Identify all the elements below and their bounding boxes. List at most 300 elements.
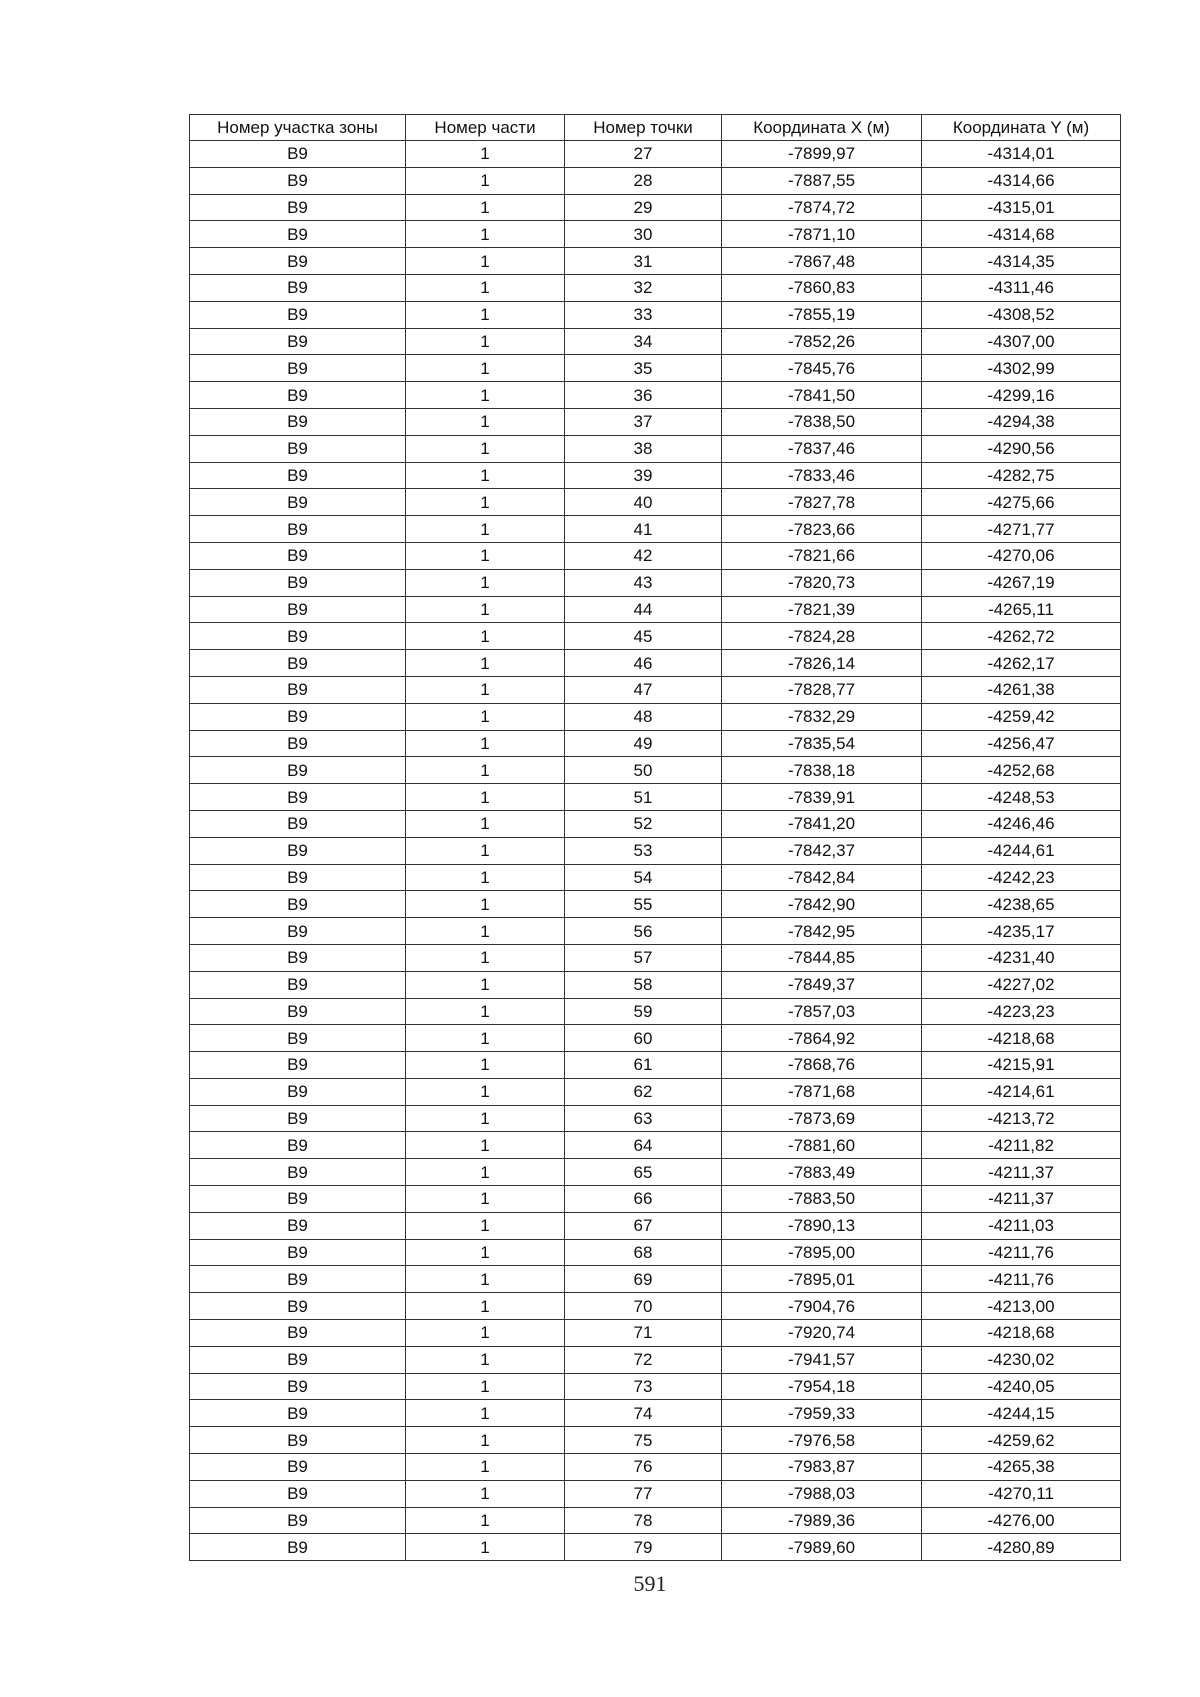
- cell-coordinate-y: -4259,42: [922, 703, 1121, 730]
- cell-coordinate-y: -4314,35: [922, 248, 1121, 275]
- cell-coordinate-x: -7864,92: [722, 1025, 922, 1052]
- cell-zone-section: В9: [190, 328, 406, 355]
- cell-part-number: 1: [406, 596, 565, 623]
- cell-zone-section: В9: [190, 596, 406, 623]
- cell-part-number: 1: [406, 1293, 565, 1320]
- cell-point-number: 56: [565, 918, 722, 945]
- cell-coordinate-y: -4290,56: [922, 435, 1121, 462]
- cell-coordinate-x: -7842,90: [722, 891, 922, 918]
- table-row: [190, 328, 1121, 355]
- header-zone-section-number: Номер участка зоны: [190, 115, 406, 141]
- table-row: [190, 650, 1121, 677]
- cell-point-number: 55: [565, 891, 722, 918]
- table-row: [190, 1373, 1121, 1400]
- table-row: [190, 1400, 1121, 1427]
- cell-zone-section: В9: [190, 1212, 406, 1239]
- cell-coordinate-x: -7837,46: [722, 435, 922, 462]
- cell-coordinate-y: -4315,01: [922, 194, 1121, 221]
- cell-point-number: 52: [565, 810, 722, 837]
- cell-coordinate-x: -7842,95: [722, 918, 922, 945]
- table-row: [190, 1212, 1121, 1239]
- table-row: [190, 891, 1121, 918]
- cell-coordinate-y: -4282,75: [922, 462, 1121, 489]
- cell-part-number: 1: [406, 1132, 565, 1159]
- cell-coordinate-y: -4262,72: [922, 623, 1121, 650]
- cell-part-number: 1: [406, 194, 565, 221]
- cell-coordinate-y: -4276,00: [922, 1507, 1121, 1534]
- cell-coordinate-x: -7849,37: [722, 971, 922, 998]
- cell-zone-section: В9: [190, 650, 406, 677]
- cell-zone-section: В9: [190, 1454, 406, 1481]
- cell-coordinate-x: -7835,54: [722, 730, 922, 757]
- cell-part-number: 1: [406, 516, 565, 543]
- cell-point-number: 51: [565, 784, 722, 811]
- cell-part-number: 1: [406, 1507, 565, 1534]
- cell-coordinate-y: -4242,23: [922, 864, 1121, 891]
- header-coordinate-x: Координата X (м): [722, 115, 922, 141]
- table-row: [190, 623, 1121, 650]
- cell-point-number: 53: [565, 837, 722, 864]
- cell-point-number: 28: [565, 167, 722, 194]
- table-row: [190, 596, 1121, 623]
- cell-part-number: 1: [406, 784, 565, 811]
- cell-point-number: 34: [565, 328, 722, 355]
- table-row: [190, 1346, 1121, 1373]
- table-row: [190, 1266, 1121, 1293]
- cell-coordinate-y: -4261,38: [922, 676, 1121, 703]
- cell-coordinate-y: -4307,00: [922, 328, 1121, 355]
- cell-point-number: 76: [565, 1454, 722, 1481]
- cell-zone-section: В9: [190, 167, 406, 194]
- table-row: [190, 382, 1121, 409]
- cell-zone-section: В9: [190, 542, 406, 569]
- table-row: [190, 1105, 1121, 1132]
- cell-coordinate-y: -4238,65: [922, 891, 1121, 918]
- cell-zone-section: В9: [190, 1052, 406, 1079]
- cell-point-number: 49: [565, 730, 722, 757]
- cell-zone-section: В9: [190, 623, 406, 650]
- table-row: [190, 355, 1121, 382]
- cell-coordinate-y: -4270,06: [922, 542, 1121, 569]
- cell-zone-section: В9: [190, 382, 406, 409]
- table-row: [190, 408, 1121, 435]
- cell-coordinate-y: -4299,16: [922, 382, 1121, 409]
- cell-part-number: 1: [406, 1105, 565, 1132]
- table-row: [190, 1507, 1121, 1534]
- cell-part-number: 1: [406, 1534, 565, 1561]
- cell-coordinate-y: -4270,11: [922, 1480, 1121, 1507]
- cell-point-number: 45: [565, 623, 722, 650]
- cell-point-number: 36: [565, 382, 722, 409]
- cell-part-number: 1: [406, 221, 565, 248]
- cell-coordinate-y: -4246,46: [922, 810, 1121, 837]
- cell-coordinate-y: -4256,47: [922, 730, 1121, 757]
- cell-coordinate-y: -4211,03: [922, 1212, 1121, 1239]
- cell-part-number: 1: [406, 998, 565, 1025]
- table-row: [190, 167, 1121, 194]
- cell-zone-section: В9: [190, 1078, 406, 1105]
- cell-point-number: 37: [565, 408, 722, 435]
- cell-part-number: 1: [406, 408, 565, 435]
- cell-point-number: 65: [565, 1159, 722, 1186]
- cell-coordinate-y: -4314,68: [922, 221, 1121, 248]
- cell-part-number: 1: [406, 1239, 565, 1266]
- table-row: [190, 435, 1121, 462]
- cell-coordinate-x: -7827,78: [722, 489, 922, 516]
- cell-point-number: 30: [565, 221, 722, 248]
- cell-coordinate-x: -7841,20: [722, 810, 922, 837]
- table-row: [190, 248, 1121, 275]
- cell-zone-section: В9: [190, 301, 406, 328]
- cell-part-number: 1: [406, 1400, 565, 1427]
- cell-coordinate-x: -7857,03: [722, 998, 922, 1025]
- cell-point-number: 58: [565, 971, 722, 998]
- cell-zone-section: В9: [190, 1373, 406, 1400]
- cell-point-number: 41: [565, 516, 722, 543]
- cell-coordinate-x: -7821,66: [722, 542, 922, 569]
- cell-part-number: 1: [406, 1427, 565, 1454]
- cell-coordinate-y: -4311,46: [922, 274, 1121, 301]
- cell-part-number: 1: [406, 730, 565, 757]
- cell-part-number: 1: [406, 1212, 565, 1239]
- cell-coordinate-y: -4227,02: [922, 971, 1121, 998]
- cell-point-number: 68: [565, 1239, 722, 1266]
- cell-zone-section: В9: [190, 355, 406, 382]
- cell-coordinate-y: -4259,62: [922, 1427, 1121, 1454]
- cell-point-number: 48: [565, 703, 722, 730]
- cell-coordinate-x: -7821,39: [722, 596, 922, 623]
- cell-coordinate-x: -7852,26: [722, 328, 922, 355]
- table-row: [190, 274, 1121, 301]
- table-row: [190, 1320, 1121, 1347]
- cell-coordinate-x: -7860,83: [722, 274, 922, 301]
- cell-zone-section: В9: [190, 784, 406, 811]
- cell-zone-section: В9: [190, 891, 406, 918]
- table-row: [190, 730, 1121, 757]
- cell-coordinate-x: -7920,74: [722, 1320, 922, 1347]
- cell-coordinate-x: -7839,91: [722, 784, 922, 811]
- cell-part-number: 1: [406, 355, 565, 382]
- cell-coordinate-y: -4211,37: [922, 1186, 1121, 1213]
- cell-coordinate-y: -4223,23: [922, 998, 1121, 1025]
- cell-coordinate-y: -4218,68: [922, 1320, 1121, 1347]
- cell-coordinate-x: -7983,87: [722, 1454, 922, 1481]
- table-row: [190, 1186, 1121, 1213]
- cell-zone-section: В9: [190, 810, 406, 837]
- cell-part-number: 1: [406, 274, 565, 301]
- cell-coordinate-x: -7833,46: [722, 462, 922, 489]
- cell-point-number: 67: [565, 1212, 722, 1239]
- cell-part-number: 1: [406, 837, 565, 864]
- cell-point-number: 40: [565, 489, 722, 516]
- table-row: [190, 1454, 1121, 1481]
- table-row: [190, 864, 1121, 891]
- cell-coordinate-y: -4308,52: [922, 301, 1121, 328]
- cell-coordinate-x: -7895,01: [722, 1266, 922, 1293]
- table-row: [190, 194, 1121, 221]
- cell-zone-section: В9: [190, 837, 406, 864]
- cell-coordinate-y: -4235,17: [922, 918, 1121, 945]
- cell-zone-section: В9: [190, 1427, 406, 1454]
- cell-coordinate-y: -4294,38: [922, 408, 1121, 435]
- cell-part-number: 1: [406, 1078, 565, 1105]
- table-row: [190, 489, 1121, 516]
- header-coordinate-y: Координата Y (м): [922, 115, 1121, 141]
- cell-part-number: 1: [406, 167, 565, 194]
- cell-coordinate-x: -7890,13: [722, 1212, 922, 1239]
- cell-coordinate-y: -4215,91: [922, 1052, 1121, 1079]
- cell-coordinate-y: -4262,17: [922, 650, 1121, 677]
- cell-point-number: 61: [565, 1052, 722, 1079]
- cell-point-number: 31: [565, 248, 722, 275]
- cell-coordinate-y: -4244,15: [922, 1400, 1121, 1427]
- cell-coordinate-x: -7841,50: [722, 382, 922, 409]
- cell-coordinate-y: -4265,11: [922, 596, 1121, 623]
- cell-coordinate-x: -7873,69: [722, 1105, 922, 1132]
- cell-point-number: 63: [565, 1105, 722, 1132]
- cell-point-number: 42: [565, 542, 722, 569]
- cell-point-number: 74: [565, 1400, 722, 1427]
- cell-coordinate-x: -7868,76: [722, 1052, 922, 1079]
- table-row: [190, 944, 1121, 971]
- cell-part-number: 1: [406, 248, 565, 275]
- cell-part-number: 1: [406, 569, 565, 596]
- cell-coordinate-y: -4314,66: [922, 167, 1121, 194]
- cell-zone-section: В9: [190, 1534, 406, 1561]
- cell-zone-section: В9: [190, 1507, 406, 1534]
- cell-coordinate-x: -7867,48: [722, 248, 922, 275]
- cell-zone-section: В9: [190, 757, 406, 784]
- table-row: [190, 703, 1121, 730]
- cell-zone-section: В9: [190, 1025, 406, 1052]
- cell-part-number: 1: [406, 623, 565, 650]
- cell-zone-section: В9: [190, 1346, 406, 1373]
- cell-coordinate-x: -7895,00: [722, 1239, 922, 1266]
- cell-point-number: 70: [565, 1293, 722, 1320]
- table-row: [190, 810, 1121, 837]
- cell-point-number: 62: [565, 1078, 722, 1105]
- cell-part-number: 1: [406, 1454, 565, 1481]
- cell-zone-section: В9: [190, 1186, 406, 1213]
- cell-zone-section: В9: [190, 1400, 406, 1427]
- cell-coordinate-x: -7899,97: [722, 141, 922, 168]
- cell-zone-section: В9: [190, 435, 406, 462]
- cell-point-number: 71: [565, 1320, 722, 1347]
- cell-zone-section: В9: [190, 489, 406, 516]
- cell-zone-section: В9: [190, 462, 406, 489]
- cell-part-number: 1: [406, 810, 565, 837]
- cell-point-number: 54: [565, 864, 722, 891]
- cell-point-number: 46: [565, 650, 722, 677]
- cell-coordinate-x: -7828,77: [722, 676, 922, 703]
- cell-part-number: 1: [406, 462, 565, 489]
- table-row: [190, 1025, 1121, 1052]
- cell-zone-section: В9: [190, 569, 406, 596]
- cell-coordinate-x: -7989,36: [722, 1507, 922, 1534]
- cell-coordinate-x: -7976,58: [722, 1427, 922, 1454]
- cell-part-number: 1: [406, 918, 565, 945]
- cell-zone-section: В9: [190, 918, 406, 945]
- cell-part-number: 1: [406, 435, 565, 462]
- cell-point-number: 79: [565, 1534, 722, 1561]
- cell-point-number: 29: [565, 194, 722, 221]
- header-part-number: Номер части: [406, 115, 565, 141]
- cell-zone-section: В9: [190, 274, 406, 301]
- cell-part-number: 1: [406, 382, 565, 409]
- cell-coordinate-x: -7855,19: [722, 301, 922, 328]
- cell-part-number: 1: [406, 1320, 565, 1347]
- table-row: [190, 221, 1121, 248]
- cell-coordinate-y: -4213,00: [922, 1293, 1121, 1320]
- cell-part-number: 1: [406, 650, 565, 677]
- cell-zone-section: В9: [190, 1159, 406, 1186]
- cell-coordinate-y: -4211,37: [922, 1159, 1121, 1186]
- cell-zone-section: В9: [190, 408, 406, 435]
- table-row: [190, 542, 1121, 569]
- cell-coordinate-x: -7824,28: [722, 623, 922, 650]
- cell-part-number: 1: [406, 1266, 565, 1293]
- cell-zone-section: В9: [190, 221, 406, 248]
- cell-part-number: 1: [406, 489, 565, 516]
- table-row: [190, 971, 1121, 998]
- cell-zone-section: В9: [190, 1480, 406, 1507]
- table-row: [190, 757, 1121, 784]
- table-row: [190, 1480, 1121, 1507]
- table-row: [190, 1427, 1121, 1454]
- cell-coordinate-y: -4240,05: [922, 1373, 1121, 1400]
- cell-zone-section: В9: [190, 1266, 406, 1293]
- cell-coordinate-y: -4231,40: [922, 944, 1121, 971]
- table-row: [190, 784, 1121, 811]
- cell-point-number: 69: [565, 1266, 722, 1293]
- cell-part-number: 1: [406, 944, 565, 971]
- cell-zone-section: В9: [190, 1239, 406, 1266]
- table-row: [190, 1293, 1121, 1320]
- cell-point-number: 33: [565, 301, 722, 328]
- cell-zone-section: В9: [190, 864, 406, 891]
- cell-coordinate-x: -7844,85: [722, 944, 922, 971]
- table-row: [190, 837, 1121, 864]
- cell-coordinate-x: -7845,76: [722, 355, 922, 382]
- cell-coordinate-y: -4230,02: [922, 1346, 1121, 1373]
- cell-part-number: 1: [406, 757, 565, 784]
- cell-point-number: 35: [565, 355, 722, 382]
- cell-point-number: 44: [565, 596, 722, 623]
- table-header-row: [190, 115, 1121, 141]
- cell-coordinate-y: -4248,53: [922, 784, 1121, 811]
- cell-coordinate-x: -7883,49: [722, 1159, 922, 1186]
- cell-point-number: 64: [565, 1132, 722, 1159]
- cell-part-number: 1: [406, 1025, 565, 1052]
- table-row: [190, 1159, 1121, 1186]
- cell-point-number: 72: [565, 1346, 722, 1373]
- cell-point-number: 60: [565, 1025, 722, 1052]
- cell-part-number: 1: [406, 703, 565, 730]
- table-row: [190, 569, 1121, 596]
- header-point-number: Номер точки: [565, 115, 722, 141]
- table-body: [190, 141, 1121, 1561]
- cell-coordinate-x: -7826,14: [722, 650, 922, 677]
- cell-zone-section: В9: [190, 1320, 406, 1347]
- cell-zone-section: В9: [190, 676, 406, 703]
- cell-coordinate-y: -4280,89: [922, 1534, 1121, 1561]
- cell-coordinate-x: -7820,73: [722, 569, 922, 596]
- cell-coordinate-x: -7823,66: [722, 516, 922, 543]
- cell-coordinate-x: -7832,29: [722, 703, 922, 730]
- cell-coordinate-y: -4218,68: [922, 1025, 1121, 1052]
- cell-point-number: 77: [565, 1480, 722, 1507]
- table-row: [190, 1239, 1121, 1266]
- cell-zone-section: В9: [190, 971, 406, 998]
- cell-coordinate-y: -4213,72: [922, 1105, 1121, 1132]
- cell-point-number: 57: [565, 944, 722, 971]
- table-row: [190, 141, 1121, 168]
- cell-coordinate-y: -4314,01: [922, 141, 1121, 168]
- table-row: [190, 1078, 1121, 1105]
- table-row: [190, 516, 1121, 543]
- table-row: [190, 918, 1121, 945]
- cell-coordinate-y: -4211,76: [922, 1239, 1121, 1266]
- cell-part-number: 1: [406, 891, 565, 918]
- cell-coordinate-y: -4275,66: [922, 489, 1121, 516]
- table-row: [190, 676, 1121, 703]
- cell-coordinate-y: -4244,61: [922, 837, 1121, 864]
- cell-coordinate-x: -7954,18: [722, 1373, 922, 1400]
- cell-point-number: 27: [565, 141, 722, 168]
- cell-coordinate-x: -7838,50: [722, 408, 922, 435]
- cell-point-number: 73: [565, 1373, 722, 1400]
- cell-coordinate-x: -7887,55: [722, 167, 922, 194]
- cell-part-number: 1: [406, 864, 565, 891]
- cell-coordinate-x: -7842,84: [722, 864, 922, 891]
- cell-part-number: 1: [406, 141, 565, 168]
- cell-coordinate-x: -7874,72: [722, 194, 922, 221]
- cell-coordinate-x: -7988,03: [722, 1480, 922, 1507]
- cell-point-number: 32: [565, 274, 722, 301]
- cell-zone-section: В9: [190, 248, 406, 275]
- page-number: 591: [633, 1571, 667, 1596]
- cell-point-number: 75: [565, 1427, 722, 1454]
- cell-coordinate-x: -7904,76: [722, 1293, 922, 1320]
- cell-point-number: 39: [565, 462, 722, 489]
- cell-coordinate-y: -4211,82: [922, 1132, 1121, 1159]
- cell-coordinate-x: -7941,57: [722, 1346, 922, 1373]
- cell-zone-section: В9: [190, 1105, 406, 1132]
- cell-zone-section: В9: [190, 944, 406, 971]
- cell-part-number: 1: [406, 1373, 565, 1400]
- cell-zone-section: В9: [190, 703, 406, 730]
- table-row: [190, 462, 1121, 489]
- cell-part-number: 1: [406, 1159, 565, 1186]
- cell-part-number: 1: [406, 1346, 565, 1373]
- cell-zone-section: В9: [190, 141, 406, 168]
- table-row: [190, 1052, 1121, 1079]
- cell-coordinate-y: -4271,77: [922, 516, 1121, 543]
- cell-part-number: 1: [406, 1480, 565, 1507]
- cell-coordinate-y: -4211,76: [922, 1266, 1121, 1293]
- cell-zone-section: В9: [190, 998, 406, 1025]
- cell-coordinate-y: -4265,38: [922, 1454, 1121, 1481]
- cell-coordinate-x: -7842,37: [722, 837, 922, 864]
- table-row: [190, 1534, 1121, 1561]
- cell-part-number: 1: [406, 542, 565, 569]
- cell-part-number: 1: [406, 676, 565, 703]
- cell-zone-section: В9: [190, 194, 406, 221]
- cell-point-number: 38: [565, 435, 722, 462]
- cell-coordinate-x: -7881,60: [722, 1132, 922, 1159]
- cell-coordinate-y: -4267,19: [922, 569, 1121, 596]
- cell-coordinate-x: -7871,68: [722, 1078, 922, 1105]
